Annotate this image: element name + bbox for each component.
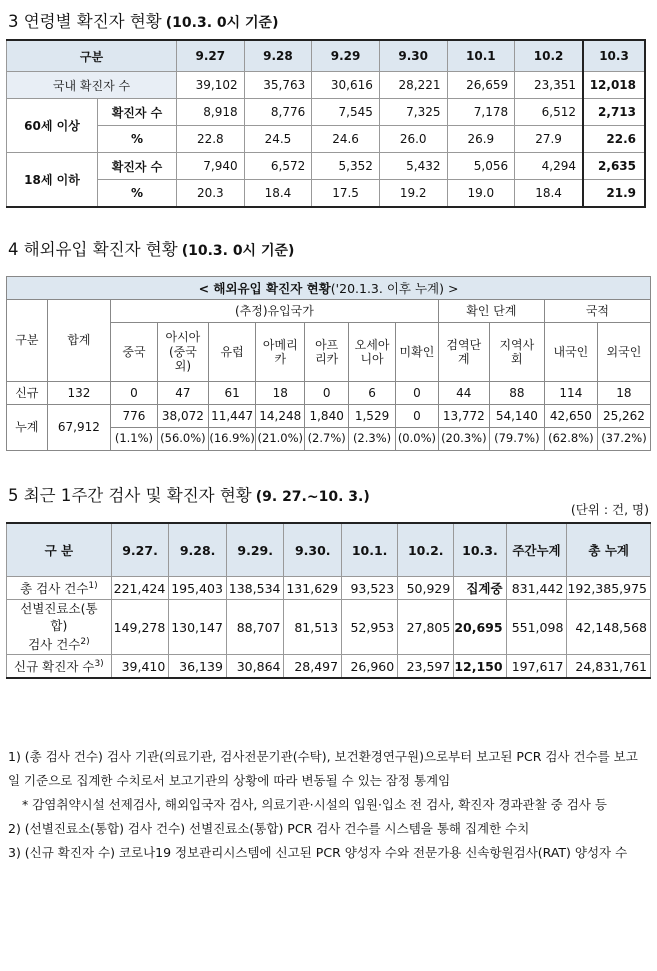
cell: 24.6	[312, 126, 380, 153]
cell: 21.9	[583, 180, 645, 208]
cell: 8,918	[177, 99, 245, 126]
cell: 25,262	[597, 405, 650, 428]
col-header: 10.3.	[454, 523, 506, 577]
cell: 44	[438, 382, 489, 405]
col-header: 미확인	[396, 323, 439, 382]
col-header: 내국인	[544, 323, 597, 382]
overseas-table	[6, 276, 651, 451]
group-cell	[7, 99, 177, 153]
col-header: 총 누계	[567, 523, 651, 577]
col-header: 오세아 니아	[349, 323, 396, 382]
col-header: 외국인	[597, 323, 650, 382]
cell: (37.2%)	[597, 428, 650, 451]
cell: 192,385,975	[567, 577, 651, 600]
cell: 7,545	[312, 99, 380, 126]
col-header: 9.29.	[226, 523, 284, 577]
cell: 54,140	[489, 405, 544, 428]
col-header: 9.30.	[284, 523, 342, 577]
col-header: 합계	[47, 300, 110, 382]
cell: 23,597	[398, 655, 454, 679]
age-table	[6, 39, 646, 208]
col-header: 주간누계	[506, 523, 567, 577]
col-group-header: (추정)유입국가	[111, 300, 439, 323]
cell: 30,616	[312, 72, 380, 99]
cell: (56.0%)	[157, 428, 208, 451]
cell: 5,352	[312, 153, 380, 180]
cell: 6,512	[515, 99, 583, 126]
col-header: 10.1.	[342, 523, 398, 577]
cell: (0.0%)	[396, 428, 439, 451]
col-header: 중국	[111, 323, 158, 382]
row-label: 선별진료소(통 합) 검사 건수$^{2)}$	[7, 600, 112, 655]
cell: 36,139	[169, 655, 227, 679]
cell: 17.5	[312, 180, 380, 208]
cell: 138,534	[226, 577, 284, 600]
cell: 42,650	[544, 405, 597, 428]
unit-label: (단위 : 건, 명)	[570, 502, 649, 517]
cell: 197,617	[506, 655, 567, 679]
row-label: 국내 확진자 수	[7, 72, 177, 99]
cell: 39,102	[177, 72, 245, 99]
row-group-label: 18세 이하	[7, 153, 98, 206]
cell: 4,294	[515, 153, 583, 180]
cell: 22.8	[177, 126, 245, 153]
cell: 8,776	[244, 99, 312, 126]
cell: 11,447	[208, 405, 255, 428]
cell: 22.6	[583, 126, 645, 153]
col-header: 10.2.	[398, 523, 454, 577]
col-header: 아프 리카	[305, 323, 349, 382]
cell: 7,178	[447, 99, 515, 126]
cell: 26.0	[379, 126, 447, 153]
cell: (2.3%)	[349, 428, 396, 451]
cell: 195,403	[169, 577, 227, 600]
section-5-title: 5 최근 1주간 검사 및 확진자 현황 (9. 27.~10. 3.)	[8, 486, 370, 505]
col-header: 구 분	[7, 523, 112, 577]
row-label: 총 검사 건수$^{1)}$	[7, 577, 112, 600]
cell: 13,772	[438, 405, 489, 428]
col-header: 9.30	[379, 40, 447, 72]
row-label: %	[130, 132, 144, 146]
cell: 67,912	[47, 405, 110, 451]
cell: 38,072	[157, 405, 208, 428]
cell: 831,442	[506, 577, 567, 600]
cell: 81,513	[284, 600, 342, 655]
cell: 6,572	[244, 153, 312, 180]
cell: 24,831,761	[567, 655, 651, 679]
col-header: 9.27.	[111, 523, 169, 577]
cell: 88,707	[226, 600, 284, 655]
cell: 776	[111, 405, 158, 428]
cell: 1,840	[305, 405, 349, 428]
cell: 5,056	[447, 153, 515, 180]
col-header: 10.3	[583, 40, 645, 72]
col-header: 아시아 (중국 외)	[157, 323, 208, 382]
col-header: 10.1	[447, 40, 515, 72]
cell: 551,098	[506, 600, 567, 655]
cell: 28,497	[284, 655, 342, 679]
footnotes	[8, 745, 648, 865]
cell: 2,635	[583, 153, 645, 180]
row-label: 누계	[7, 405, 48, 451]
cell: 20,695	[454, 600, 506, 655]
cell: (62.8%)	[544, 428, 597, 451]
cell: 61	[208, 382, 255, 405]
col-header: 9.29	[312, 40, 380, 72]
cell: 42,148,568	[567, 600, 651, 655]
footnote: 3) (신규 확진자 수) 코로나19 정보관리시스템에 신고된 PCR 양성자 수와 전문가용 신속항원검사(RAT) 양성자 수	[8, 845, 628, 860]
cell: 19.0	[447, 180, 515, 208]
row-label: 신규 확진자 수$^{3)}$	[7, 655, 112, 679]
cell: 26,960	[342, 655, 398, 679]
row-group-label: 60세 이상	[7, 99, 98, 152]
cell: 집계중	[454, 577, 506, 600]
cell: 20.3	[177, 180, 245, 208]
row-label: 확진자 수	[98, 153, 176, 180]
cell: 14,248	[256, 405, 305, 428]
section-4-title: 4 해외유입 확진자 현황 (10.3. 0시 기준)	[8, 240, 295, 259]
row-label: 확진자 수	[98, 99, 176, 126]
col-header: 9.28	[244, 40, 312, 72]
col-header: 유럽	[208, 323, 255, 382]
cell: 35,763	[244, 72, 312, 99]
cell: (1.1%)	[111, 428, 158, 451]
cell: 0	[396, 405, 439, 428]
footnote: 1) (총 검사 건수) 검사 기관(의료기관, 검사전문기관(수탁), 보건환경연구원)으로부터 보고된 PCR 검사 건수를 보고일 기준으로 집계한 수치로서 보고기관의 상황에 따라 변동될 수 있는 잠정 통계임	[8, 749, 638, 788]
cell: 27,805	[398, 600, 454, 655]
cell: 7,325	[379, 99, 447, 126]
cell: 39,410	[111, 655, 169, 679]
cell: 132	[47, 382, 110, 405]
col-header: 9.28.	[169, 523, 227, 577]
cell: 18	[597, 382, 650, 405]
cell: 0	[396, 382, 439, 405]
cell: 221,424	[111, 577, 169, 600]
cell: 1,529	[349, 405, 396, 428]
cell: 131,629	[284, 577, 342, 600]
col-header: 10.2	[515, 40, 583, 72]
cell: 24.5	[244, 126, 312, 153]
col-group-header: 확인 단계	[438, 300, 544, 323]
cell: (2.7%)	[305, 428, 349, 451]
cell: 27.9	[515, 126, 583, 153]
cell: 23,351	[515, 72, 583, 99]
cell: 0	[111, 382, 158, 405]
col-group-header: 국적	[544, 300, 650, 323]
cell: 12,150	[454, 655, 506, 679]
cell: 19.2	[379, 180, 447, 208]
footnote: * 감염취약시설 선제검사, 해외입국자 검사, 의료기관·시설의 입원·입소 전 검사, 확진자 경과관찰 중 검사 등	[22, 797, 607, 812]
cell: (20.3%)	[438, 428, 489, 451]
section-3-title: 3 연령별 확진자 현황 (10.3. 0시 기준)	[8, 12, 279, 31]
group-cell	[7, 153, 177, 208]
test-table	[6, 522, 651, 679]
table-caption: < 해외유입 확진자 현황('20.1.3. 이후 누계) >	[7, 277, 651, 300]
cell: 12,018	[583, 72, 645, 99]
cell: 130,147	[169, 600, 227, 655]
cell: 47	[157, 382, 208, 405]
cell: 52,953	[342, 600, 398, 655]
cell: 114	[544, 382, 597, 405]
col-header: 구분	[7, 40, 177, 72]
cell: 7,940	[177, 153, 245, 180]
cell: 50,929	[398, 577, 454, 600]
cell: 88	[489, 382, 544, 405]
col-header: 구분	[7, 300, 48, 382]
cell: 93,523	[342, 577, 398, 600]
cell: (79.7%)	[489, 428, 544, 451]
cell: 26.9	[447, 126, 515, 153]
cell: 28,221	[379, 72, 447, 99]
col-header: 9.27	[177, 40, 245, 72]
cell: 18.4	[244, 180, 312, 208]
cell: 2,713	[583, 99, 645, 126]
cell: 149,278	[111, 600, 169, 655]
cell: (21.0%)	[256, 428, 305, 451]
cell: 26,659	[447, 72, 515, 99]
footnote: 2) (선별진료소(통합) 검사 건수) 선별진료소(통합) PCR 검사 건수를 시스템을 통해 집계한 수치	[8, 821, 530, 836]
cell: 30,864	[226, 655, 284, 679]
col-header: 아메리 카	[256, 323, 305, 382]
col-header: 검역단 계	[438, 323, 489, 382]
cell: 0	[305, 382, 349, 405]
row-label: 신규	[7, 382, 48, 405]
cell: 5,432	[379, 153, 447, 180]
row-label: %	[130, 186, 144, 200]
cell: 18.4	[515, 180, 583, 208]
cell: 6	[349, 382, 396, 405]
cell: (16.9%)	[208, 428, 255, 451]
col-header: 지역사 회	[489, 323, 544, 382]
cell: 18	[256, 382, 305, 405]
